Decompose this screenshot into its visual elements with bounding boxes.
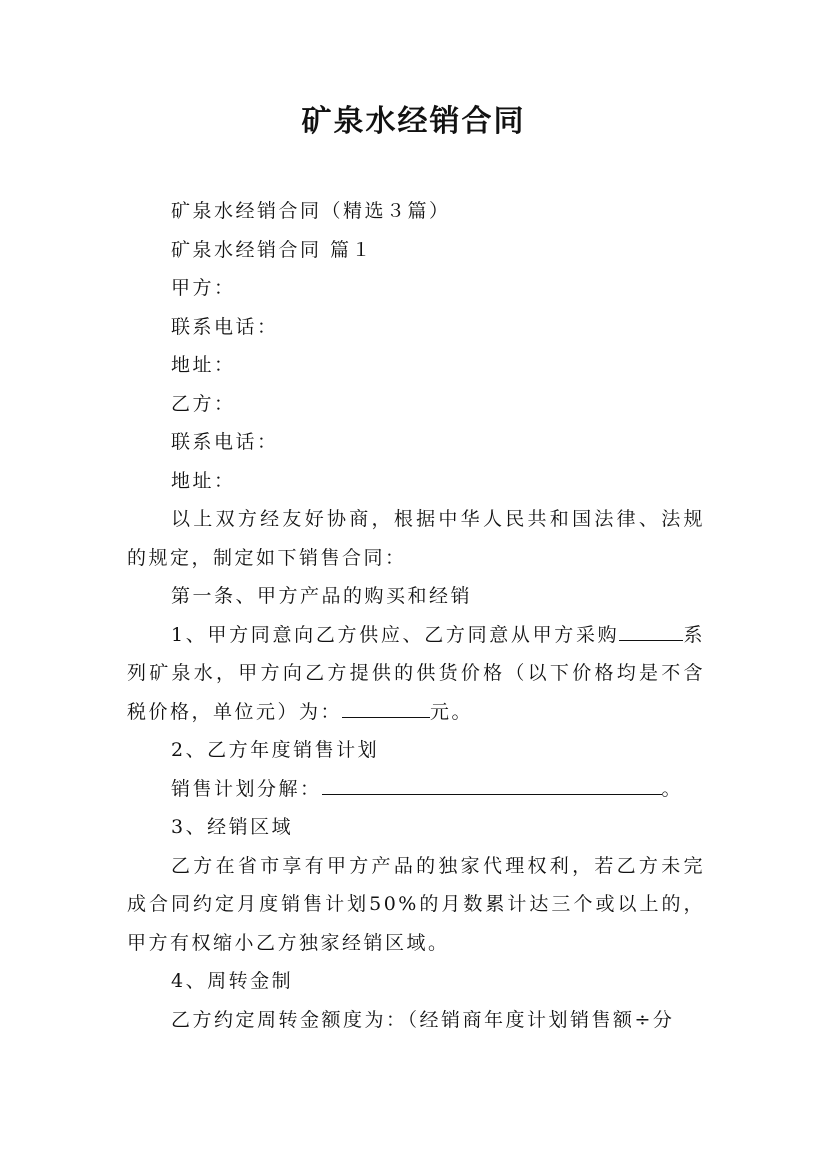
item3-title: 3、经销区域 <box>171 816 294 838</box>
item2-title: 2、乙方年度销售计划 <box>171 739 380 761</box>
item1-text-a: 1、甲方同意向乙方供应、乙方同意从甲方采购 <box>171 623 620 646</box>
item1-text-b: 系列矿泉水，甲方向乙方提供的供货价格（以下价格均是不含税价格，单位元）为： <box>127 623 705 723</box>
party-b-label: 乙方： <box>171 392 236 415</box>
product-series-blank[interactable] <box>619 619 683 641</box>
item1-text-c: 元。 <box>430 700 474 723</box>
party-a-address-label: 地址： <box>171 354 236 376</box>
item2-plan-end: 。 <box>661 777 684 800</box>
intro-line: 矿泉水经销合同（精选３篇） <box>171 200 451 222</box>
item1-paragraph <box>127 616 705 732</box>
item4-paragraph: 乙方约定周转金额度为：（经销商年度计划销售额÷分 <box>171 1008 675 1031</box>
item2-plan-line <box>127 770 705 809</box>
article1-title: 第一条、甲方产品的购买和经销 <box>171 585 473 607</box>
party-a-phone-label: 联系电话： <box>171 315 279 338</box>
party-b-phone-label: 联系电话： <box>171 431 279 453</box>
sales-plan-blank[interactable] <box>322 773 662 795</box>
party-b-address-label: 地址： <box>171 469 236 492</box>
item4-title: 4、周转金制 <box>171 970 294 992</box>
part-heading: 矿泉水经销合同 篇１ <box>171 238 374 261</box>
document-title: 矿泉水经销合同 <box>301 104 526 139</box>
document-body <box>127 192 705 1039</box>
party-a-label: 甲方： <box>171 277 236 299</box>
item2-plan-label: 销售计划分解： <box>171 777 322 800</box>
item3-paragraph: 乙方在省市享有甲方产品的独家代理权利，若乙方未完成合同约定月度销售计划50%的月数累计达三个或以上的，甲方有权缩小乙方独家经销区域。 <box>127 854 705 954</box>
price-blank[interactable] <box>342 696 430 718</box>
preamble-paragraph: 以上双方经友好协商，根据中华人民共和国法律、法规的规定，制定如下销售合同： <box>127 508 705 569</box>
